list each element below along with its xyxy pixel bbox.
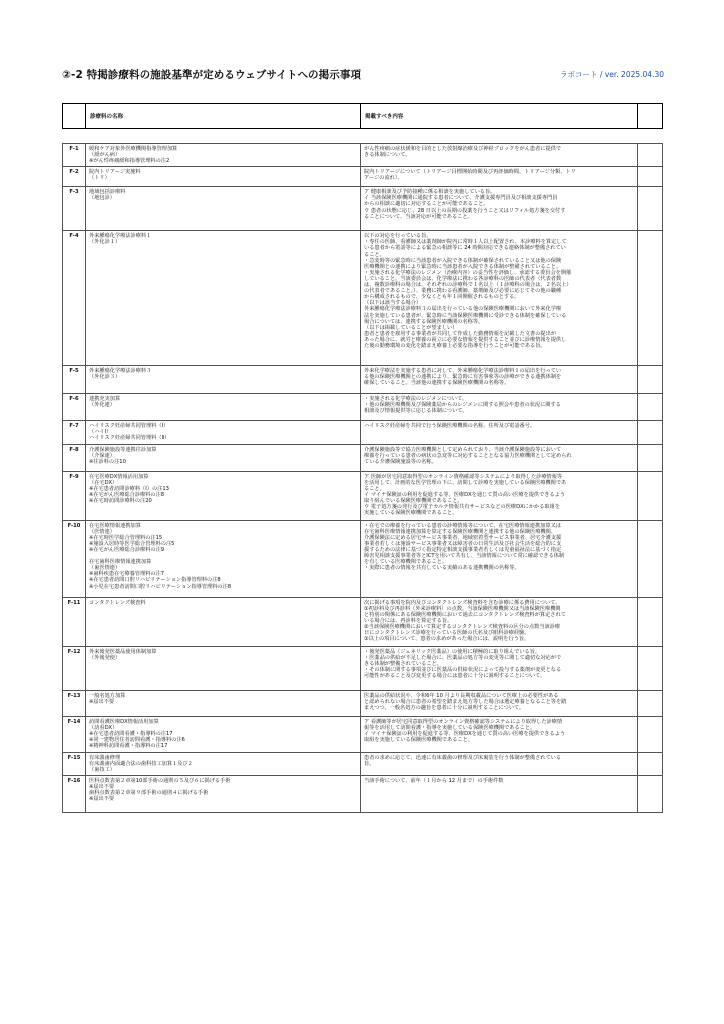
table-row	[63, 394, 663, 421]
row-posting-content: ・実施される化学療法のレジメンについて。 ・他の保険医療機関及び保険薬局からのレジメンに関する照会や患者の状況に関する 相談及び情報提供等に応じる体制について。	[361, 394, 638, 421]
header-note-cell	[638, 104, 663, 129]
row-code: F-13	[63, 690, 86, 716]
row-code: F-8	[63, 444, 86, 471]
row-posting-content: 次に掲げる事項を院内及びコンタクトレンズ検査料を含む診療に係る費用について、 ①初診料及び再診料（外来診療料）の点数。当該保険医療機関又は当該保険医療機関 と特別の関係にある保険医療機関において過去にコンタクトレンズ検査料が算定されて いる場合には、再診料を算定する旨。 ②当該保険医療機関において算定するコンタクトレンズ検査料の区分の点数当該診療 日にコンタクトレンズ診療を行っている医師の氏名及び眼科診療経験。 ③以上の項目について、患者の求めがあった場合には、説明を行う旨。	[361, 597, 638, 646]
row-note-cell	[638, 520, 663, 597]
table-row	[63, 690, 663, 716]
row-fee-name: 連携充実加算 （外化連）	[86, 394, 361, 421]
row-note-cell	[638, 690, 663, 716]
row-note-cell	[638, 646, 663, 690]
table-row	[63, 716, 663, 752]
row-code: F-14	[63, 716, 86, 752]
row-note-cell	[638, 471, 663, 520]
row-note-cell	[638, 421, 663, 444]
row-fee-name: 院内トリアージ実施料 （トリ）	[86, 167, 361, 187]
row-fee-name: コンタクトレンズ検査料	[86, 597, 361, 646]
table-row	[63, 520, 663, 597]
row-code: F-2	[63, 167, 86, 187]
row-code: F-15	[63, 752, 86, 775]
row-fee-name: 在宅医療情報連携加算 （医情連） ※在宅時医学総合管理料の注15 ※施設入居時等医学総合管理料の注5 ※在宅がん医療総合診療料の注9 在宅歯科医療情報連携加算 （歯医情連） ※歯科疾患在宅療養管理料の注7 ※在宅患者訪問口腔リハビリテーション指導管理料の注8 ※小児在宅患者訪問口腔リハビリテーション指導管理料の注8	[86, 520, 361, 597]
header-code-cell	[63, 104, 86, 129]
row-note-cell	[638, 394, 663, 421]
facility-standards-table	[62, 103, 663, 813]
row-code: F-11	[63, 597, 86, 646]
row-posting-content: 当該手術について、前年（１月から 12 月まで）の手術件数	[361, 775, 638, 812]
table-row	[63, 775, 663, 812]
row-fee-name: 一般名処方加算 ※届出不要	[86, 690, 361, 716]
row-note-cell	[638, 231, 663, 366]
row-fee-name: 緩和ケア対象外医療機関指導管理加算 （緩がん病） ※がん性疼痛緩和指導管理料の注2	[86, 144, 361, 167]
row-code: F-1	[63, 144, 86, 167]
row-note-cell	[638, 597, 663, 646]
table-header	[62, 103, 663, 129]
row-code: F-12	[63, 646, 86, 690]
page-title: ②-2 特掲診療料の施設基準が定めるウェブサイトへの掲示事項	[62, 69, 362, 81]
row-fee-name: 有床義歯修理 有床義歯内面適合法の歯科技工加算１及び２ （歯技工）	[86, 752, 361, 775]
document-source: ラボコート / ver. 2025.04.30	[560, 70, 664, 79]
row-fee-name: 外来腫瘍化学療法診療料３ （外化診３）	[86, 366, 361, 394]
row-posting-content: ・在宅での療養を行っている患者の診療情報等について、在宅医療情報連携加算又は 在宅歯科医療情報連携加算を算定する保険医療機関と連携する他の保険医療機関、 介護保険法に定める居宅サービス事業者、地域密着型サービス事業者、居宅介護支援 事業者若しくは施設サービス事業者又は障害者の日常生活及び社会生活を総合的に支 援するための法律に基づく指定特定相談支援事業者若しくは児童福祉法に基づく指定 障害児相談支援事業者等とICTを用いて共有し、当該情報について常に確認できる体制 を有している医療機関であること。 ・実際に患者の情報を共有している実績のある連携機関の名称等。	[361, 520, 638, 597]
row-posting-content: がん性疼痛の症状緩和を目的とした放射線治療及び神経ブロックをがん患者に提供で きる体制について。	[361, 144, 638, 167]
row-code: F-16	[63, 775, 86, 812]
table-row	[63, 597, 663, 646]
row-note-cell	[638, 167, 663, 187]
table-row	[63, 144, 663, 167]
table-row	[63, 444, 663, 471]
row-posting-content: 患者の求めに応じて、迅速に有床義歯の修理及び床裏装を行う体制が整備されている 旨。	[361, 752, 638, 775]
row-note-cell	[638, 752, 663, 775]
row-code: F-4	[63, 231, 86, 366]
row-note-cell	[638, 716, 663, 752]
row-note-cell	[638, 775, 663, 812]
row-posting-content: 医薬品の供給状況や、令和6年 10 月より長期収載品について医療上の必要性がある と認められない場合に患者の希望を踏まえ処方等した場合は選定療養となること等を踏 まえつつ、一般名処方の趣旨を患者に十分に説明することについて。	[361, 690, 638, 716]
row-posting-content: ア 健康相談及び予防接種に係る相談を実施している旨。 イ 当該保険医療機関に通院する患者について、介護支援専門員及び相談支援専門員 からの相談に適切に対応することが可能であること。 ウ 患者の状態に応じ、28 日以上の長期の投薬を行うこと又はリフィル処方箋を交付す ることについて、当該対応が可能であること。	[361, 187, 638, 231]
table-row	[63, 366, 663, 394]
row-fee-name: 介護保険施設等連携往診加算 （介保連） ※往診料の注10	[86, 444, 361, 471]
row-fee-name: 地域包括診療料 （地包診）	[86, 187, 361, 231]
row-fee-name: 訪問看護医療DX情報活用加算 （訪看DX） ※在宅患者訪問看護・指導料の注17 ※同一建物居住者訪問看護・指導料の注6 ※精神科訪問看護・指導料の注17	[86, 716, 361, 752]
row-posting-content: ア 医師が居宅同意取得型のオンライン資格確認等システムにより取得した診療情報等 を活用して、計画的な医学管理の下に、訪問して診療を実施している保険医療機関であ ること。 イ マイナ保険証の利用を促進する等、医療DXを通じて質の高い医療を提供できるよう 取り組んでいる保険医療機関であること。 ウ 電子処方箋の発行及び電子カルテ情報共有サービスなどの医療DXにかかる取組を 実施している保険医療機関であること。	[361, 471, 638, 520]
row-posting-content: ア 看護師等が居宅同意取得型のオンライン資格確認等システムにより取得した診療情 報等を活用して訪問看護・指導を実施している保険医療機関であること。 イ マイナ保険証の利用を促進する等、医療DXを通じて質の高い医療を提供できるよう 取組を実施している保険医療機関であること。	[361, 716, 638, 752]
row-code: F-6	[63, 394, 86, 421]
row-fee-name: 在宅医療DX情報活用加算 （在宅DX） ※在宅患者訪問診療料（Ⅰ）の注13 ※在宅がん医療総合診療料の注8 ※在宅時訪問診療料の注20	[86, 471, 361, 520]
row-code: F-7	[63, 421, 86, 444]
table-row	[63, 167, 663, 187]
table-row	[63, 471, 663, 520]
row-note-cell	[638, 144, 663, 167]
row-posting-content: ハイリスク妊産婦を共同で行う保険医療機関の名称、住所及び電話番号。	[361, 421, 638, 444]
row-code: F-10	[63, 520, 86, 597]
header-name: 診療料の名称	[86, 104, 361, 129]
row-code: F-5	[63, 366, 86, 394]
row-posting-content: 以下の対応を行っている旨。 ・専任の医師、看護師又は薬剤師が院内に常時１人以上配置され、本診療料を算定して いる患者から電話等による緊急の相談等に 24 時間対応できる連絡体制が整備されてい ること。 ・急変時等の緊急時に当該患者が入院できる体制が確保されていること又は他の保険 医療機関との連携により緊急時に当該患者が入院できる体制が整備されていること。 ・実施される化学療法のレジメン（治療内容）の妥当性を評価し、承認する委員会を開催 していること。当該委員会は、化学療法に携わる各診療科の医師の代表者（代表者数 は、複数診療科の場合は、それぞれの診療科で１名以上（１診療科の場合は、２名以上） の代表者であること。）、業務に携わる看護師、薬剤師及び必要に応じてその他の職種 から構成されるもので、少なくとも年１回開催されるものとする。 （以下は該当する場合） 外来腫瘍化学療法診療料３の届出を行っている他の保険医療機関において外来化学療 法を実施している患者が、緊急時に当該保険医療機関に受診できる体制を確保している 場合については、連携する保険医療機関の名称等。 （以下は掲載していることが望ましい） 患者と患者を雇用する事業者が共同して作成した勤務情報を記載した文書の提出が あった場合に、就労と療養の両立に必要な情報を提供すること並びに診療情報を提供し た後の勤務環境の変化を踏まえ療養上必要な指導を行うことが可能である旨。	[361, 231, 638, 366]
row-note-cell	[638, 444, 663, 471]
row-code: F-3	[63, 187, 86, 231]
row-posting-content: 介護保険施設等で協力医療機関として定められており、当該介護保険施設等において 療養を行っている患者の病状の急変等に対応することとなる協力医療機関として定められ ている介護保険施設等の名称。	[361, 444, 638, 471]
table-row	[63, 187, 663, 231]
row-code: F-9	[63, 471, 86, 520]
header-content: 掲載すべき内容	[361, 104, 638, 129]
table-row	[63, 646, 663, 690]
row-fee-name: 医科点数表第２章第10部手術の通則の５及び６に掲げる手術 ※届出不要 歯科点数表第２章第９部手術の通則４に掲げる手術 ※届出不要	[86, 775, 361, 812]
row-posting-content: 院内トリアージについて（トリアージ目標開始時間及び再評価時間、トリアージ分類、トリ アージの流れ）。	[361, 167, 638, 187]
row-fee-name: 外来腫瘍化学療法診療料１ （外化診１）	[86, 231, 361, 366]
row-note-cell	[638, 187, 663, 231]
row-note-cell	[638, 366, 663, 394]
table-row	[63, 231, 663, 366]
row-fee-name: 外来後発医薬品使用体制加算 （外後発使）	[86, 646, 361, 690]
row-fee-name: ハイリスク妊産婦共同管理料（Ⅰ） （ハイⅠ） ハイリスク妊産婦共同管理料（Ⅱ）	[86, 421, 361, 444]
row-posting-content: ・後発医薬品（ジェネリック医薬品）の使用に積極的に取り組んでいる旨。 ・医薬品の供給が不足した場合に、医薬品の処方等の変更等に関して適切な対応がで きる体制が整備されていること。 ・その体制に関する事項並びに医薬品の供給状況によって投与する薬剤が変更となる 可能性があること及び変更する場合には患者に十分に説明することについて。	[361, 646, 638, 690]
row-posting-content: 外来化学療法を実施する患者に対して、外来腫瘍化学療法診療料１の届出を行ってい る他の保険医療機関との連携により、緊急時に有害事象等の診療ができる連携体制を 確保していること。当該他の連携する保険医療機関の名称等。	[361, 366, 638, 394]
table-row	[63, 752, 663, 775]
table-row	[63, 421, 663, 444]
table-body	[62, 143, 663, 813]
